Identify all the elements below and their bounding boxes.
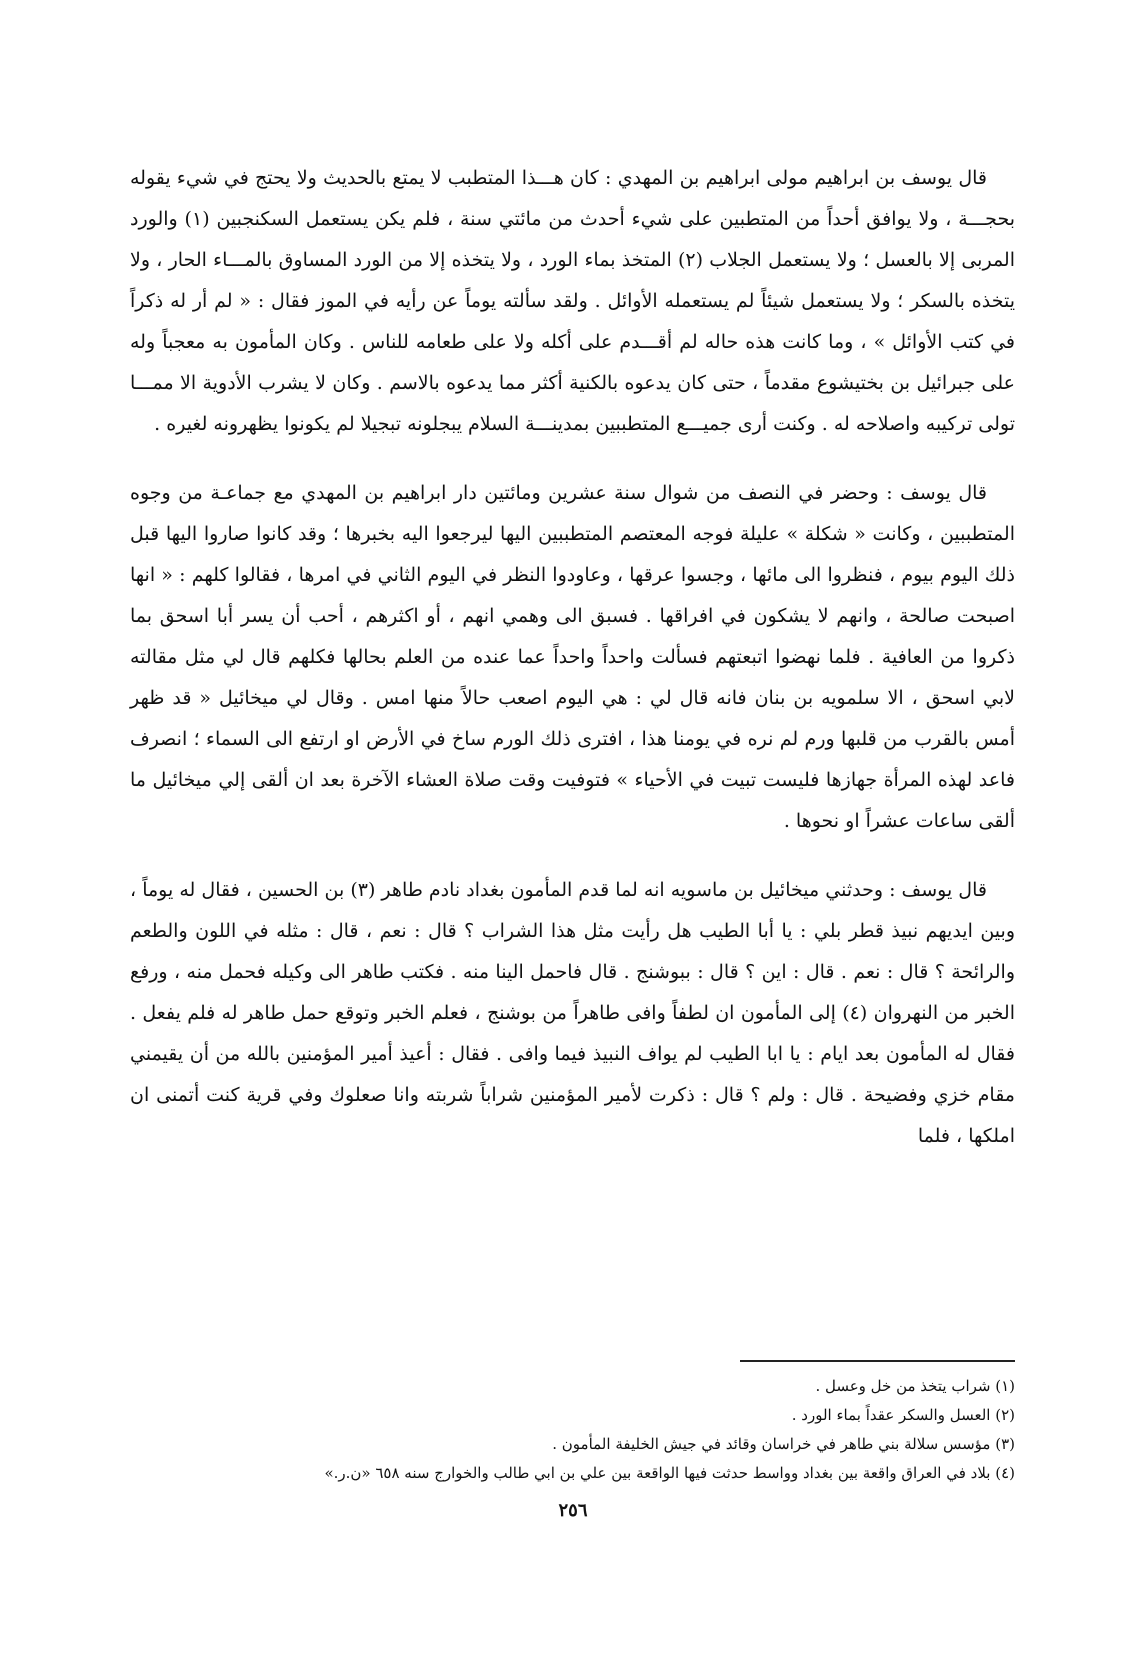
footnote-divider: [740, 1360, 1015, 1362]
footnote-4: (٤) بلاد في العراق واقعة بين بغداد وواسط حدثت فيها الواقعة بين علي بن ابي طالب والخوارج سنه ٦٥٨ «ن.ر.»: [324, 1464, 1015, 1482]
page-number: ٢٥٦: [558, 1500, 588, 1521]
footnotes: [130, 1372, 1015, 1488]
paragraph-1: قال يوسف بن ابراهيم مولى ابراهيم بن المهدي : كان هـــذا المتطبب لا يمتع بالحديث ولا يحتج في شيء يقوله بحجـــة ، ولا يوافق أحداً من المتطبين على شيء أحدث من مائتي سنة ، فلم يكن يستعمل السكنجبين (١) والورد المربى إلا بالعسل ؛ ولا يستعمل الجلاب (٢) المتخذ بماء الورد ، ولا يتخذه إلا من الورد المساوق بالمـــاء الحار ، ولا يتخذه بالسكر ؛ ولا يستعمل شيئاً لم يستعمله الأوائل . ولقد سألته يوماً عن رأيه في الموز فقال : « لم أر له ذكراً في كتب الأوائل » ، وما كانت هذه حاله لم أقـــدم على أكله ولا على طعامه للناس . وكان المأمون به معجباً وله على جبرائيل بن بختيشوع مقدماً ، حتى كان يدعوه بالكنية أكثر مما يدعوه بالاسم . وكان لا يشرب الأدوية الا ممـــا تولى تركيبه واصلاحه له . وكنت أرى جميـــع المتطببين بمدينـــة السلام يبجلونه تبجيلا لم يكونوا يظهرونه لغيره .: [130, 167, 1015, 435]
main-text: [130, 158, 1015, 1185]
paragraph-2: قال يوسف : وحضر في النصف من شوال سنة عشرين ومائتين دار ابراهيم بن المهدي مع جماعـة من وجوه المتطببين ، وكانت « شكلة » عليلة فوجه المعتصم المتطببين اليها ليرجعوا اليه بخبرها ؛ وقد كانوا صاروا اليها قبل ذلك اليوم بيوم ، فنظروا الى مائها ، وجسوا عرقها ، وعاودوا النظر في اليوم الثاني في امرها ، فقالوا كلهم : « انها اصبحت صالحة ، وانهم لا يشكون في افراقها . فسبق الى وهمي انهم ، أو اكثرهم ، أحب أن يسر أبا اسحق بما ذكروا من العافية . فلما نهضوا اتبعتهم فسألت واحداً واحداً عما عنده من العلم بحالها فكلهم قال لي مثل مقالته لابي اسحق ، الا سلمويه بن بنان فانه قال لي : هي اليوم اصعب حالاً منها امس . وقال لي ميخائيل « قد ظهر أمس بالقرب من قلبها ورم لم نره في يومنا هذا ، افترى ذلك الورم ساخ في الأرض او ارتفع الى السماء ؛ انصرف فاعد لهذه المرأة جهازها فليست تبيت في الأحياء » فتوفيت وقت صلاة العشاء الآخرة بعد ان ألقى إلي ميخائيل ما ألقى ساعات عشراً او نحوها .: [130, 482, 1015, 832]
footnote-1: (١) شراب يتخذ من خل وعسل .: [815, 1377, 1015, 1395]
paragraph-3: قال يوسف : وحدثني ميخائيل بن ماسويه انه لما قدم المأمون بغداد نادم طاهر (٣) بن الحسين ، فقال له يوماً ، وبين ايديهم نبيذ قطر بلي : يا أبا الطيب هل رأيت مثل هذا الشراب ؟ قال : نعم ، قال : مثله في اللون والطعم والرائحة ؟ قال : نعم . قال : اين ؟ قال : ببوشنج . قال فاحمل الينا منه . فكتب طاهر الى وكيله فحمل منه ، ورفع الخبر من النهروان (٤) إلى المأمون ان لطفاً وافى طاهراً من بوشنج ، فعلم الخبر وتوقع حمل طاهر له فلم يفعل . فقال له المأمون بعد ايام : يا ابا الطيب لم يواف النبيذ فيما وافى . فقال : أعيذ أمير المؤمنين بالله من أن يقيمني مقام خزي وفضيحة . قال : ولم ؟ قال : ذكرت لأمير المؤمنين شراباً شربته وانا صعلوك وفي قرية كنت أتمنى ان املكها ، فلما: [130, 879, 1016, 1147]
footnote-3: (٣) مؤسس سلالة بني طاهر في خراسان وقائد في جيش الخليفة المأمون .: [552, 1435, 1015, 1453]
footnote-2: (٢) العسل والسكر عقداً بماء الورد .: [791, 1406, 1015, 1424]
